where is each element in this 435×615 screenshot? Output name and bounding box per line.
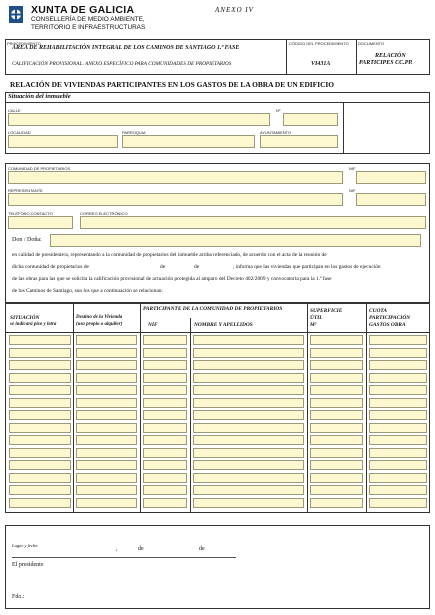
nombre-cell[interactable] <box>193 460 304 470</box>
comunidad-field[interactable] <box>8 171 343 184</box>
cuota-cell[interactable] <box>369 460 427 470</box>
col-nombre: NOMBRE Y APELLIDOS <box>194 322 253 328</box>
situacion-cell[interactable] <box>9 423 71 433</box>
cuota-cell[interactable] <box>369 335 427 345</box>
cuota-cell[interactable] <box>369 385 427 395</box>
nif-cell[interactable] <box>143 448 187 458</box>
superficie-cell[interactable] <box>310 385 363 395</box>
nombre-cell[interactable] <box>193 373 304 383</box>
comunidad-label: COMUNIDAD DE PROPIETARIOS <box>8 166 71 171</box>
situacion-cell[interactable] <box>9 335 71 345</box>
col-superficie-2: ÚTIL <box>310 315 323 321</box>
presidente-label: El presidente <box>12 562 44 568</box>
destino-cell[interactable] <box>76 348 137 358</box>
declaration-line-2d: , informa que las viviendas que participan en los gastos de ejecución <box>233 264 381 270</box>
destino-cell[interactable] <box>76 448 137 458</box>
superficie-cell[interactable] <box>310 498 363 508</box>
date-de-1: de <box>138 546 144 552</box>
representante-label: REPRESENTANTE <box>8 188 43 193</box>
representante-field[interactable] <box>8 193 343 206</box>
destino-cell[interactable] <box>76 485 137 495</box>
nombre-cell[interactable] <box>193 435 304 445</box>
destino-cell[interactable] <box>76 385 137 395</box>
document-label: DOCUMENTO <box>358 41 385 46</box>
situacion-title: Situación del inmueble <box>8 93 71 100</box>
date-de-2: de <box>199 546 205 552</box>
situacion-cell[interactable] <box>9 460 71 470</box>
cuota-cell[interactable] <box>369 410 427 420</box>
procedure-subtitle: CALIFICACIÓN PROVISIONAL. ANEXO ESPECÍFICO PARA COMUNIDADES DE PROPIETARIOS <box>12 61 232 67</box>
cuota-cell[interactable] <box>369 348 427 358</box>
ayuntamiento-field[interactable] <box>260 135 338 148</box>
footer-section <box>5 525 430 609</box>
nif-cell[interactable] <box>143 348 187 358</box>
situacion-cell[interactable] <box>9 373 71 383</box>
destino-cell[interactable] <box>76 335 137 345</box>
cuota-cell[interactable] <box>369 498 427 508</box>
nif-cell[interactable] <box>143 498 187 508</box>
nif-cell[interactable] <box>143 398 187 408</box>
cuota-cell[interactable] <box>369 423 427 433</box>
nombre-cell[interactable] <box>193 498 304 508</box>
fdo-label: Fdo.: <box>12 594 25 600</box>
org-name: XUNTA DE GALICIA <box>31 4 135 16</box>
destino-cell[interactable] <box>76 373 137 383</box>
cuota-cell[interactable] <box>369 473 427 483</box>
correo-label: CORREO ELECTRÓNICO <box>80 211 128 216</box>
declaration-line-2a: dicha comunidad de propietarios de <box>12 264 89 270</box>
situacion-cell[interactable] <box>9 473 71 483</box>
situacion-cell[interactable] <box>9 410 71 420</box>
col-cuota-1: CUOTA <box>369 308 387 314</box>
superficie-cell[interactable] <box>310 435 363 445</box>
date-underline[interactable] <box>12 557 236 558</box>
telefono-field[interactable] <box>8 216 73 229</box>
localidad-label: LOCALIDAD <box>8 130 31 135</box>
col-superficie-3: M² <box>310 322 317 328</box>
col-cuota-2: PARTICIPACIÓN <box>369 315 411 321</box>
destino-cell[interactable] <box>76 360 137 370</box>
cuota-cell[interactable] <box>369 448 427 458</box>
situacion-cell[interactable] <box>9 398 71 408</box>
col-cuota-3: GASTOS OBRA <box>369 322 406 328</box>
numero-label: Nº <box>276 108 281 113</box>
nombre-cell[interactable] <box>193 485 304 495</box>
cuota-cell[interactable] <box>369 398 427 408</box>
nombre-cell[interactable] <box>193 335 304 345</box>
nombre-cell[interactable] <box>193 348 304 358</box>
nombre-cell[interactable] <box>193 410 304 420</box>
col-nif: NIF <box>148 322 158 328</box>
situacion-cell[interactable] <box>9 485 71 495</box>
document-line-2: PARTICIPES CC.PP. <box>359 60 413 66</box>
superficie-cell[interactable] <box>310 485 363 495</box>
col-situacion-2: se indicará piso y letra <box>10 322 57 327</box>
col-superficie-1: SUPERFICIE <box>310 308 343 314</box>
superficie-cell[interactable] <box>310 410 363 420</box>
telefono-label: TELÉFONO CONTACTO <box>8 211 53 216</box>
nombre-cell[interactable] <box>193 385 304 395</box>
superficie-cell[interactable] <box>310 373 363 383</box>
parroquia-field[interactable] <box>122 135 255 148</box>
nombre-cell[interactable] <box>193 473 304 483</box>
document-line-1: RELACIÓN <box>375 53 406 59</box>
procedure-title: ÁREA DE REHABILITACIÓN INTEGRAL DE LOS CAMINOS DE SANTIAGO 1.ª FASE <box>12 45 240 51</box>
superficie-cell[interactable] <box>310 348 363 358</box>
calle-label: CALLE <box>8 108 21 113</box>
don-field[interactable] <box>50 234 421 247</box>
don-label: Don / Doña: <box>12 237 42 243</box>
procedure-code: VI431A <box>311 61 331 67</box>
nombre-cell[interactable] <box>193 360 304 370</box>
nif-cell[interactable] <box>143 435 187 445</box>
declaration-line-1: en calidad de presidente/a, representando a la comunidad de propietarios del inmueble arriba referenciado, de acuerdo con el acta de la reunión de <box>12 252 327 258</box>
nif-representante-label: NIF <box>349 188 356 193</box>
nif-cell[interactable] <box>143 485 187 495</box>
situacion-cell[interactable] <box>9 385 71 395</box>
superficie-cell[interactable] <box>310 473 363 483</box>
nif-cell[interactable] <box>143 385 187 395</box>
situacion-cell[interactable] <box>9 360 71 370</box>
declaration-line-4: de los Caminos de Santiago, son los que a continuación se relacionan: <box>12 288 163 294</box>
destino-cell[interactable] <box>76 423 137 433</box>
situacion-cell[interactable] <box>9 435 71 445</box>
superficie-cell[interactable] <box>310 423 363 433</box>
destino-cell[interactable] <box>76 435 137 445</box>
date-comma: , <box>116 546 118 552</box>
dept-line-1: CONSELLERÍA DE MEDIO AMBIENTE, <box>31 16 145 23</box>
superficie-cell[interactable] <box>310 335 363 345</box>
xunta-logo <box>7 5 29 27</box>
col-destino-1: Destino de la Vivienda <box>76 315 123 320</box>
cuota-cell[interactable] <box>369 360 427 370</box>
declaration-line-3: de las obras para las que se solicita la calificación provisional de actuación protegida al amparo del Decreto 402/2009 y convocatoria para la 1.ª fase <box>12 276 332 282</box>
cuota-cell[interactable] <box>369 485 427 495</box>
superficie-cell[interactable] <box>310 398 363 408</box>
nombre-cell[interactable] <box>193 398 304 408</box>
declaration-line-2b: de <box>160 264 166 270</box>
superficie-cell[interactable] <box>310 448 363 458</box>
cuota-cell[interactable] <box>369 435 427 445</box>
main-title: RELACIÓN DE VIVIENDAS PARTICIPANTES EN LOS GASTOS DE LA OBRA DE UN EDIFICIO <box>10 80 335 89</box>
calle-field[interactable] <box>8 113 270 126</box>
lugar-fecha-label: Lugar y fecha <box>12 543 38 548</box>
col-destino-2: (uso propio o alquiler) <box>76 322 123 327</box>
nif-cell[interactable] <box>143 460 187 470</box>
numero-field[interactable] <box>283 113 338 126</box>
nif-cell[interactable] <box>143 473 187 483</box>
nif-cell[interactable] <box>143 335 187 345</box>
col-situacion-1: SITUACIÓN <box>10 315 40 321</box>
nif-comunidad-label: NIF <box>349 166 356 171</box>
cuota-cell[interactable] <box>369 373 427 383</box>
nif-cell[interactable] <box>143 373 187 383</box>
nombre-cell[interactable] <box>193 448 304 458</box>
situacion-cell[interactable] <box>9 498 71 508</box>
annex-label: ANEXO IV <box>215 6 254 14</box>
procedure-code-label: CÓDIGO DEL PROCEDIMIENTO <box>289 41 349 46</box>
localidad-field[interactable] <box>8 135 118 148</box>
declaration-line-2c: de <box>194 264 200 270</box>
situacion-cell[interactable] <box>9 448 71 458</box>
parroquia-label: PARROQUIA <box>122 130 146 135</box>
correo-field[interactable] <box>80 216 426 229</box>
nombre-cell[interactable] <box>193 423 304 433</box>
nif-cell[interactable] <box>143 410 187 420</box>
destino-cell[interactable] <box>76 473 137 483</box>
destino-cell[interactable] <box>76 498 137 508</box>
destino-cell[interactable] <box>76 398 137 408</box>
destino-cell[interactable] <box>76 410 137 420</box>
nif-representante-field[interactable] <box>356 193 426 206</box>
nif-cell[interactable] <box>143 360 187 370</box>
destino-cell[interactable] <box>76 460 137 470</box>
superficie-cell[interactable] <box>310 460 363 470</box>
ayuntamiento-label: AYUNTAMIENTO <box>260 130 292 135</box>
superficie-cell[interactable] <box>310 360 363 370</box>
dept-line-2: TERRITORIO E INFRAESTRUCTURAS <box>31 24 146 31</box>
nif-comunidad-field[interactable] <box>356 171 426 184</box>
procedure-label: PROCEDIMIENTO <box>7 41 41 46</box>
xunta-emblem-icon <box>7 5 29 27</box>
col-participante: PARTICIPANTE DE LA COMUNIDAD DE PROPIETARIOS <box>143 306 283 312</box>
situacion-cell[interactable] <box>9 348 71 358</box>
nif-cell[interactable] <box>143 423 187 433</box>
